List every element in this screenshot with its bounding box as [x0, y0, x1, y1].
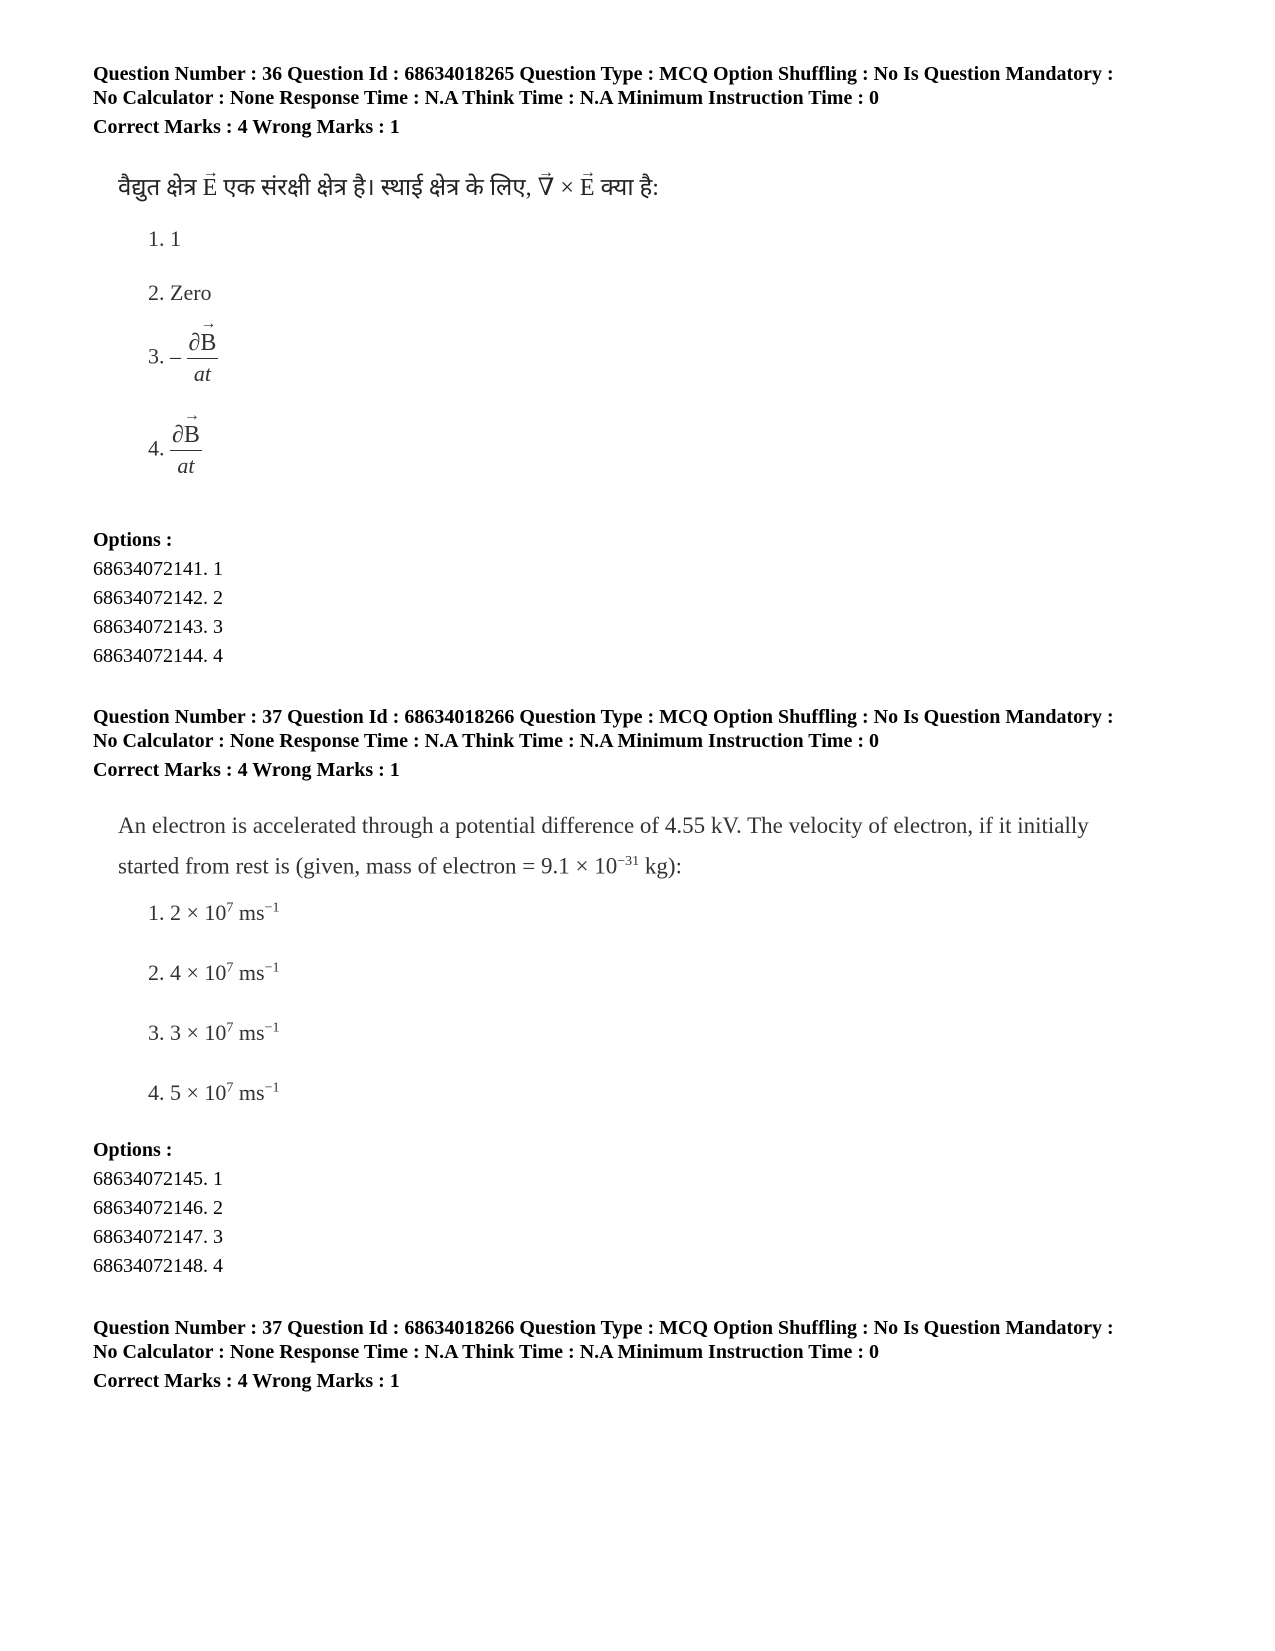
choice-3 — [148, 330, 218, 387]
fraction-numerator: ∂→ B — [187, 330, 219, 359]
question-meta-line1: Question Number : 37 Question Id : 68634018266 Question Type : MCQ Option Shuffling : No Is Question Mandatory : — [93, 706, 1114, 728]
question-meta-line2: No Calculator : None Response Time : N.A Think Time : N.A Minimum Instruction Time : 0 — [93, 1341, 879, 1363]
fraction — [187, 330, 219, 387]
question-37-text — [118, 808, 1238, 885]
option-id: 68634072146. 2 — [93, 1197, 223, 1219]
option-id: 68634072147. 3 — [93, 1226, 223, 1248]
question-36-text — [118, 170, 1238, 206]
options-list-37 — [93, 1136, 1213, 1281]
question-text-part: वैद्युत क्षेत्र — [118, 175, 203, 201]
question-text-line2: started from rest is (given, mass of electron = $9.1 \times 10^{-31}$ kg): — [118, 853, 682, 879]
question-marks: Correct Marks : 4 Wrong Marks : 1 — [93, 759, 400, 781]
question-meta-line2: No Calculator : None Response Time : N.A Think Time : N.A Minimum Instruction Time : 0 — [93, 730, 879, 752]
choice-2: 2. $4 \times 10^7$ $ms^{-1}$ — [148, 960, 280, 985]
choice-2: 2. Zero — [148, 280, 212, 305]
question-text-part: क्या है: — [594, 175, 659, 201]
fraction — [170, 422, 202, 479]
question-text-line1: An electron is accelerated through a potential difference of 4.55 kV. The velocity of electron, if it initially — [118, 813, 1089, 838]
choice-3: 3. $3 \times 10^7$ $ms^{-1}$ — [148, 1020, 280, 1045]
choice-1: 1. $2 \times 10^7$ $ms^{-1}$ — [148, 900, 280, 925]
option-id: 68634072142. 2 — [93, 587, 223, 609]
question-37-header — [93, 705, 1213, 782]
fraction-denominator: at — [193, 361, 211, 386]
vector-e: → E — [203, 170, 218, 206]
fraction-numerator: ∂→ B — [170, 422, 202, 451]
question-meta-line2: No Calculator : None Response Time : N.A Think Time : N.A Minimum Instruction Time : 0 — [93, 87, 879, 109]
question-marks: Correct Marks : 4 Wrong Marks : 1 — [93, 116, 400, 138]
question-meta-line1: Question Number : 36 Question Id : 68634018265 Question Type : MCQ Option Shuffling : No Is Question Mandatory : — [93, 63, 1114, 85]
nabla-symbol: → ∇ — [538, 170, 555, 206]
option-id: 68634072141. 1 — [93, 558, 223, 580]
choice-4: 4. $5 \times 10^7$ $ms^{-1}$ — [148, 1080, 280, 1105]
option-id: 68634072148. 4 — [93, 1255, 223, 1277]
options-list-36 — [93, 526, 1213, 671]
options-title: Options : — [93, 1139, 173, 1161]
times-symbol: × — [554, 175, 580, 201]
question-meta-line1: Question Number : 37 Question Id : 68634018266 Question Type : MCQ Option Shuffling : No Is Question Mandatory : — [93, 1317, 1114, 1339]
options-title: Options : — [93, 529, 173, 551]
option-id: 68634072145. 1 — [93, 1168, 223, 1190]
choice-1: 1. 1 — [148, 226, 181, 251]
question-36-header — [93, 62, 1213, 139]
fraction-denominator: at — [177, 453, 195, 478]
choice-4 — [148, 422, 202, 479]
question-marks: Correct Marks : 4 Wrong Marks : 1 — [93, 1370, 400, 1392]
option-id: 68634072144. 4 — [93, 645, 223, 667]
option-id: 68634072143. 3 — [93, 616, 223, 638]
choice-prefix: 4. — [148, 435, 165, 461]
vector-e: → E — [580, 170, 595, 206]
choice-prefix: 3. – — [148, 343, 181, 369]
question-text-part: एक संरक्षी क्षेत्र है। स्थाई क्षेत्र के लिए, — [217, 175, 538, 201]
question-37-repeat-header — [93, 1316, 1213, 1393]
